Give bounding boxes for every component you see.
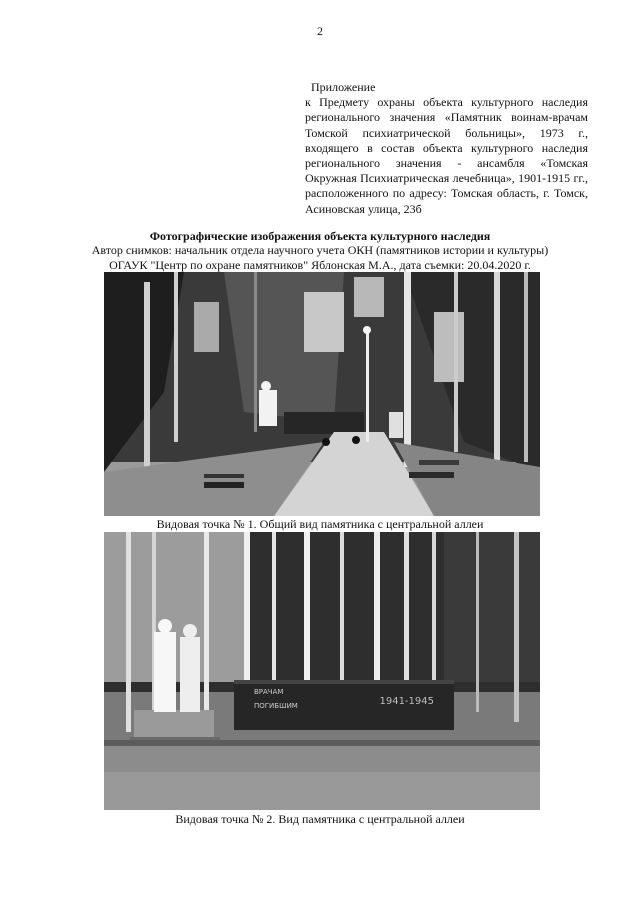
photo-view-point-2 (104, 532, 540, 810)
section-heading: Фотографические изображения объекта культурного наследия (149, 229, 491, 243)
monument-inscription-years: 1941-1945 (379, 696, 434, 707)
author-line-1: Автор снимков: начальник отдела научного учета ОКН (памятников истории и культуры) (91, 243, 549, 257)
photo-view-point-1 (104, 272, 540, 516)
appendix-title: Приложение (311, 80, 376, 94)
monument-inscription-line-1: ВРАЧАМ (254, 688, 284, 696)
appendix-text: к Предмету охраны объекта культурного наследия регионального значения «Памятник воинам-врачам Томской психиатрической больницы», 1973 г., входящего в состав объекта культурного наследия регионального значения - ансамбля «Томская Окружная Психиатрическая лечебница», 1901-1915 гг., расположенного по адресу: Томская область, г. Томск, Асиновская улица, 23б (305, 95, 588, 216)
photo-2-caption: Видовая точка № 2. Вид памятника с центральной аллеи (175, 812, 465, 826)
author-line-2: ОГАУК "Центр по охране памятников" Яблонская М.А., дата съемки: 20.04.2020 г. (109, 258, 531, 272)
appendix-block (305, 80, 588, 217)
page-number: 2 (317, 24, 323, 38)
photo-1-caption: Видовая точка № 1. Общий вид памятника с центральной аллеи (156, 517, 484, 531)
monument-inscription-line-2: ПОГИБШИМ (254, 702, 298, 710)
